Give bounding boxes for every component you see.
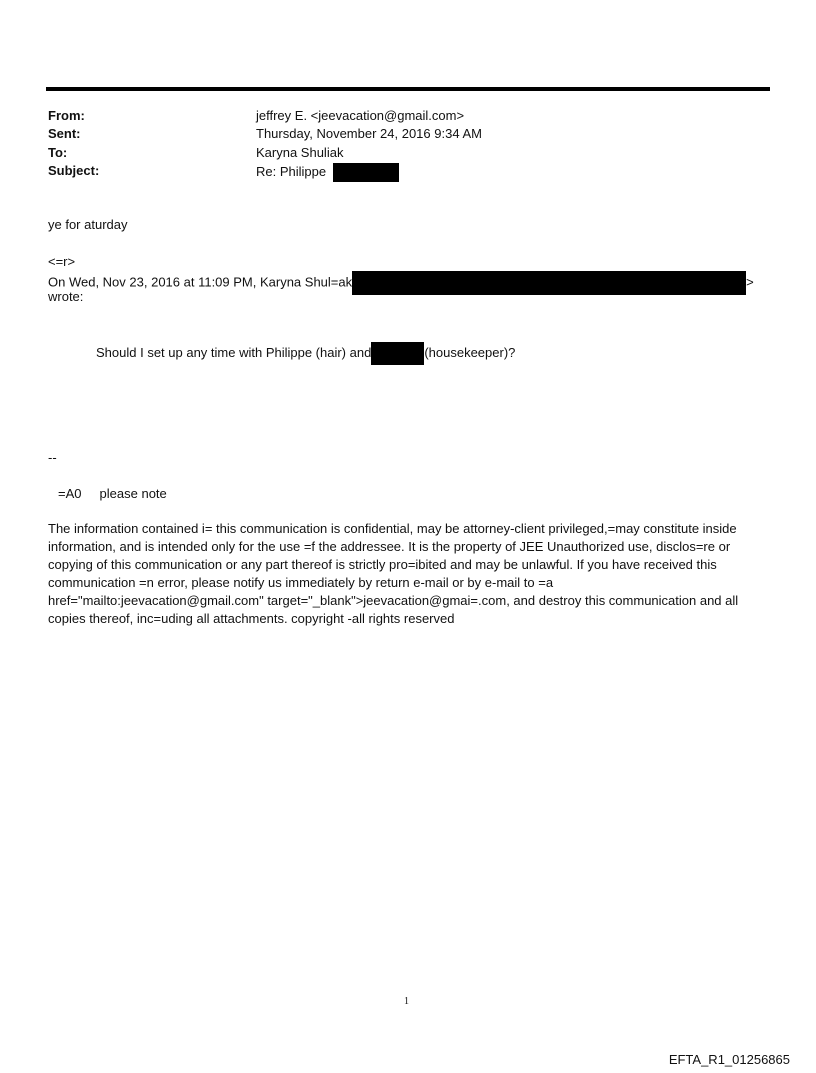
quote-close-text: > xyxy=(746,274,754,290)
subject-line xyxy=(256,163,399,182)
sent-value: Thursday, November 24, 2016 9:34 AM xyxy=(256,126,482,141)
to-label: To: xyxy=(48,145,68,160)
subject-value: Re: Philippe xyxy=(256,163,327,179)
header-rule xyxy=(46,87,770,91)
question-line xyxy=(96,342,515,365)
reply-text: ye for aturday xyxy=(48,217,128,232)
from-value: jeffrey E. <jeevacation@gmail.com> xyxy=(256,108,465,123)
to-value: Karyna Shuliak xyxy=(256,145,344,160)
signature-separator: -- xyxy=(48,450,57,465)
page-number: 1 xyxy=(404,996,409,1007)
subject-label: Subject: xyxy=(48,163,100,178)
question-part2: (housekeeper)? xyxy=(424,344,516,360)
quote-wrote-text: wrote: xyxy=(48,289,84,304)
sent-label: Sent: xyxy=(48,126,81,141)
name-redaction xyxy=(371,342,424,365)
signature-note: =A0 please note xyxy=(58,486,167,501)
question-part1: Should I set up any time with Philippe (hair) and xyxy=(96,344,372,360)
email-redaction xyxy=(352,271,746,295)
document-id: EFTA_R1_01256865 xyxy=(668,1052,790,1067)
confidentiality-disclaimer: The information contained i= this communication is confidential, may be attorney-client privileged,=may constitute inside information, and is intended only for the use =f the addressee. It is the property of JEE Unauthorized use, disclos=re or copying of this communication or any part thereof is strictly pro=ibited and may be unlawful. If you have received this communication =n error, please notify us immediately by return e-mail or by e-mail to =a href="mailto:jeevacation@gmail.com" target="_blank">jeevacation@gmai=.com, and destroy this communication and all copies thereof, inc=uding all attachments. copyright -all rights reserved xyxy=(48,521,739,626)
from-label: From: xyxy=(48,108,85,123)
marker-text: <=r> xyxy=(48,254,76,269)
quote-intro-text: On Wed, Nov 23, 2016 at 11:09 PM, Karyna Shul=ak xyxy=(48,274,353,290)
quote-intro-line xyxy=(48,271,754,295)
subject-redaction xyxy=(333,163,399,182)
